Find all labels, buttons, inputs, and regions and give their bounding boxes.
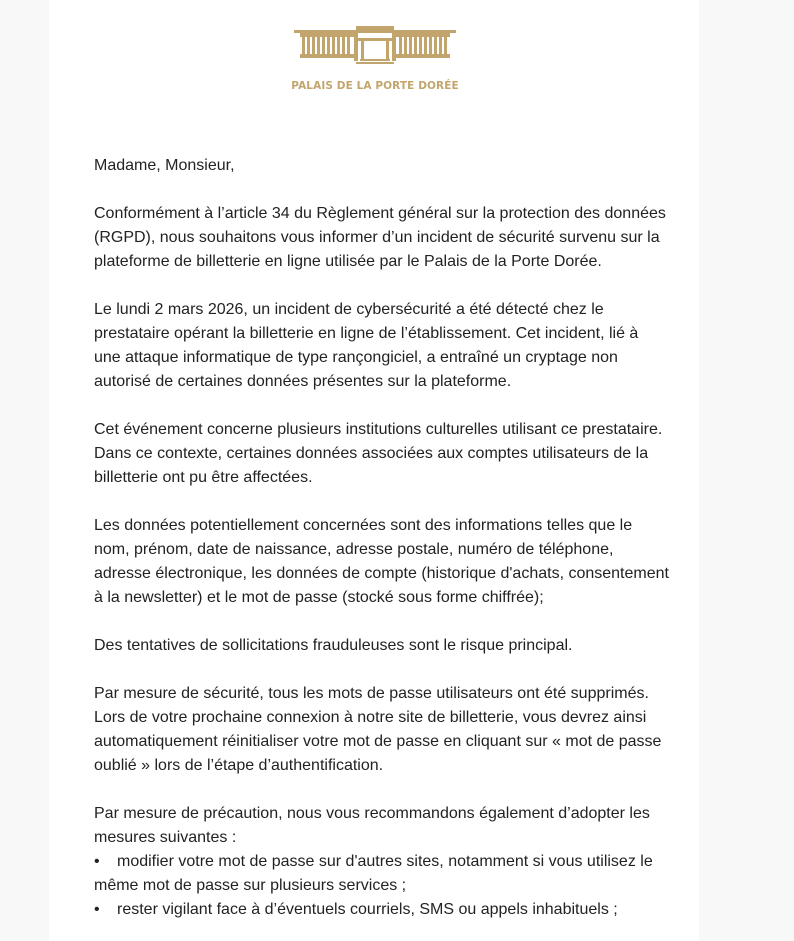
paragraph-affected-data: Les données potentiellement concernées sont des informations telles que le nom, prénom, date de naissance, adresse postale, numéro de téléphone, adresse électronique, les données de compte (historique d'achats, consentement à la newsletter) et le mot de passe (stocké sous forme chiffrée); [94, 517, 669, 606]
email-body [49, 0, 699, 941]
paragraph-incident-details: Le lundi 2 mars 2026, un incident de cybersécurité a été détecté chez le prestataire opérant la billetterie en ligne de l’établissement. Cet incident, lié à une attaque informatique de type rançongiciel, a entraîné un cryptage non autorisé de certaines données présentes sur la plateforme. [94, 301, 639, 390]
palace-facade-icon [294, 26, 456, 66]
paragraph-recommendations-intro: Par mesure de précaution, nous vous recommandons également d’adopter les mesures suivantes : [94, 805, 650, 846]
brand-name: PALAIS DE LA PORTE DORÉE [291, 80, 459, 92]
recommendation-text: rester vigilant face à d’éventuels courriels, SMS ou appels inhabituels ; [117, 901, 618, 918]
list-item [94, 850, 669, 898]
recommendations-list [94, 850, 669, 922]
paragraph-scope: Cet événement concerne plusieurs institutions culturelles utilisant ce prestataire. Dans ce contexte, certaines données associées aux comptes utilisateurs de la billetterie ont pu être affectées. [94, 421, 663, 486]
paragraph-main-risk: Des tentatives de sollicitations frauduleuses sont le risque principal. [94, 637, 573, 654]
paragraph-password-reset: Par mesure de sécurité, tous les mots de passe utilisateurs ont été supprimés. Lors de votre prochaine connexion à notre site de billetterie, vous devrez ainsi automatiquement réinitialiser votre mot de passe en cliquant sur « mot de passe oublié » lors de l’étape d’authentification. [94, 685, 662, 774]
bullet-icon: • [94, 853, 100, 870]
recommendation-text: modifier votre mot de passe sur d'autres sites, notamment si vous utilisez le même mot de passe sur plusieurs services ; [94, 853, 653, 894]
bullet-icon: • [94, 901, 100, 918]
paragraph-rgpd-notice: Conformément à l’article 34 du Règlement général sur la protection des données (RGPD), nous souhaitons vous informer d’un incident de sécurité survenu sur la plateforme de billetterie en ligne utilisée par le Palais de la Porte Dorée. [94, 205, 666, 270]
email-content [94, 154, 669, 922]
list-item [94, 898, 669, 922]
greeting: Madame, Monsieur, [94, 157, 235, 174]
brand-logo [291, 26, 459, 92]
